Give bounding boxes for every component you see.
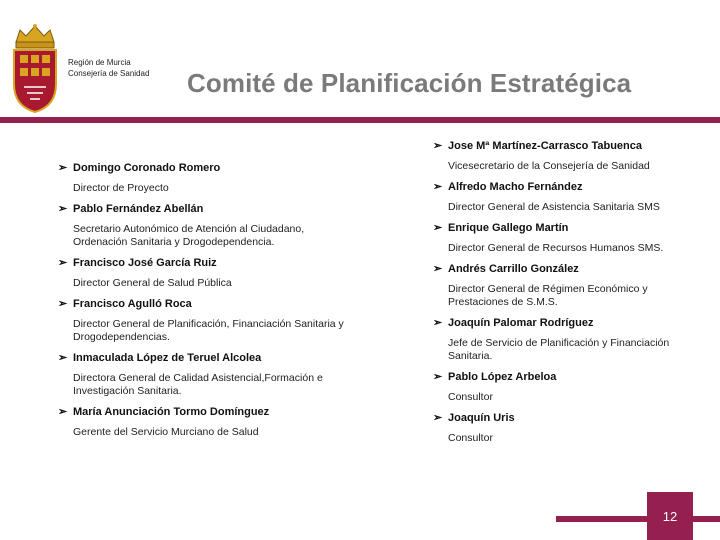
region-crest-logo — [10, 22, 60, 114]
member-name: Joaquín Uris — [448, 412, 515, 424]
right-member-list — [433, 140, 703, 445]
org-department: Consejería de Sanidad — [68, 69, 150, 78]
list-item — [58, 352, 358, 398]
member-name: Joaquín Palomar Rodríguez — [448, 317, 594, 329]
list-item — [58, 257, 358, 290]
arrow-bullet-icon: ➢ — [433, 181, 443, 193]
list-item — [433, 371, 703, 404]
member-name: Domingo Coronado Romero — [73, 162, 221, 174]
member-name: Andrés Carrillo González — [448, 263, 579, 275]
org-region: Región de Murcia — [68, 58, 131, 67]
member-role: Vicesecretario de la Consejería de Sanidad — [448, 160, 650, 172]
list-item — [433, 140, 703, 173]
footer-divider-bar — [556, 516, 720, 522]
arrow-bullet-icon: ➢ — [58, 203, 68, 215]
member-name: Francisco José García Ruiz — [73, 257, 217, 269]
member-role: Consultor — [448, 391, 493, 403]
member-role: Jefe de Servicio de Planificación y Financiación Sanitaria. — [448, 337, 670, 362]
arrow-bullet-icon: ➢ — [433, 222, 443, 234]
list-item — [58, 203, 358, 249]
list-item — [58, 406, 358, 439]
member-name: María Anunciación Tormo Domínguez — [73, 406, 270, 418]
member-role: Director General de Recursos Humanos SMS. — [448, 242, 664, 254]
arrow-bullet-icon: ➢ — [433, 371, 443, 383]
list-item — [433, 412, 703, 445]
arrow-bullet-icon: ➢ — [58, 162, 68, 174]
member-name: Pablo López Arbeloa — [448, 371, 557, 383]
member-name: Jose Mª Martínez-Carrasco Tabuenca — [448, 140, 642, 152]
member-role: Director de Proyecto — [73, 182, 169, 194]
member-role: Gerente del Servicio Murciano de Salud — [73, 426, 259, 438]
member-name: Francisco Agulló Roca — [73, 298, 192, 310]
arrow-bullet-icon: ➢ — [58, 406, 68, 418]
member-role: Director General de Régimen Económico y Prestaciones de S.M.S. — [448, 283, 648, 308]
arrow-bullet-icon: ➢ — [433, 263, 443, 275]
arrow-bullet-icon: ➢ — [433, 412, 443, 424]
member-role: Director General de Planificación, Financiación Sanitaria y Drogodependencias. — [73, 318, 344, 343]
arrow-bullet-icon: ➢ — [58, 352, 68, 364]
member-name: Alfredo Macho Fernández — [448, 181, 583, 193]
list-item — [433, 222, 703, 255]
arrow-bullet-icon: ➢ — [58, 257, 68, 269]
list-item — [433, 317, 703, 363]
member-role: Secretario Autonómico de Atención al Ciudadano, Ordenación Sanitaria y Drogodependencia. — [73, 223, 305, 248]
member-name: Inmaculada López de Teruel Alcolea — [73, 352, 262, 364]
page-number: 12 — [647, 492, 693, 540]
organization-name — [68, 57, 149, 79]
arrow-bullet-icon: ➢ — [433, 140, 443, 152]
page-title: Comité de Planificación Estratégica — [187, 68, 632, 98]
list-item — [58, 298, 358, 344]
member-name: Pablo Fernández Abellán — [73, 203, 204, 215]
header-divider-bar — [0, 117, 720, 123]
member-role: Directora General de Calidad Asistencial,Formación e Investigación Sanitaria. — [73, 372, 323, 397]
list-item — [433, 263, 703, 309]
member-role: Director General de Asistencia Sanitaria SMS — [448, 201, 660, 213]
arrow-bullet-icon: ➢ — [433, 317, 443, 329]
left-member-list — [58, 162, 358, 439]
member-role: Director General de Salud Pública — [73, 277, 232, 289]
member-role: Consultor — [448, 432, 493, 444]
member-name: Enrique Gallego Martín — [448, 222, 569, 234]
list-item — [58, 162, 358, 195]
arrow-bullet-icon: ➢ — [58, 298, 68, 310]
list-item — [433, 181, 703, 214]
